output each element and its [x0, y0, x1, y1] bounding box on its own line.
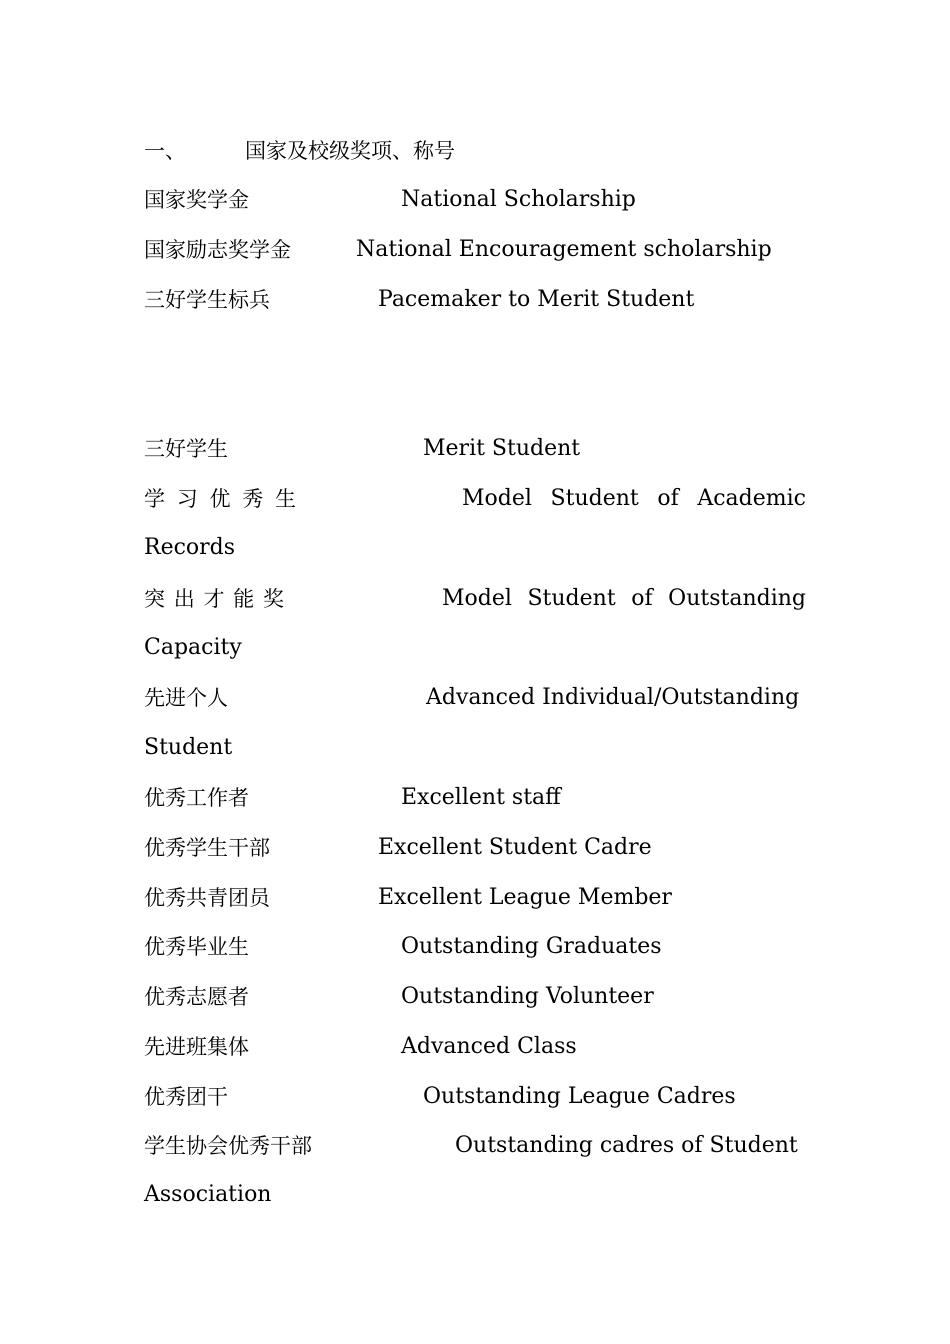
award-zh-char: 突	[144, 587, 165, 611]
award-en-continued: Association	[144, 1182, 272, 1207]
award-zh: 优秀学生干部	[144, 836, 270, 860]
section-number: 一、	[144, 139, 186, 163]
award-zh: 优秀共青团员	[144, 886, 270, 910]
award-en: Merit Student	[423, 436, 581, 461]
award-zh: 国家励志奖学金	[144, 238, 291, 262]
award-zh: 国家奖学金	[144, 188, 249, 212]
award-en: Outstanding Volunteer	[401, 984, 654, 1009]
award-zh: 优秀志愿者	[144, 985, 249, 1009]
award-en: Advanced Class	[401, 1034, 577, 1059]
award-en: National Scholarship	[401, 187, 636, 212]
award-en-justified	[442, 585, 806, 613]
award-zh-spaced	[144, 485, 296, 513]
award-zh-char: 生	[275, 487, 296, 511]
award-zh: 优秀毕业生	[144, 935, 249, 959]
award-en-justified	[462, 485, 806, 513]
award-zh: 优秀团干	[144, 1085, 228, 1109]
award-en-word: Model	[462, 486, 532, 511]
award-en: National Encouragement scholarship	[356, 237, 772, 262]
award-zh: 先进班集体	[144, 1035, 249, 1059]
award-en-continued: Capacity	[144, 635, 242, 660]
award-en-word: Student	[550, 486, 639, 511]
award-en: Outstanding Graduates	[401, 934, 662, 959]
award-en: Excellent League Member	[378, 885, 672, 910]
award-zh-char: 才	[203, 587, 225, 611]
award-en-word: of	[657, 486, 679, 511]
award-zh-char: 习	[176, 487, 198, 511]
section-title: 国家及校级奖项、称号	[245, 139, 455, 163]
award-en: Excellent Student Cadre	[378, 835, 652, 860]
award-en: Outstanding League Cadres	[423, 1084, 736, 1109]
award-en-word: Academic	[697, 486, 806, 511]
award-zh-char: 优	[209, 487, 231, 511]
award-en-word: Model	[442, 586, 512, 611]
award-en: Outstanding cadres of Student	[455, 1133, 798, 1158]
award-zh-char: 能	[233, 587, 255, 611]
award-zh-char: 出	[173, 587, 195, 611]
award-zh: 三好学生标兵	[144, 288, 270, 312]
award-en-word: Outstanding	[668, 586, 806, 611]
award-zh-char: 奖	[263, 587, 284, 611]
award-zh-char: 学	[144, 487, 165, 511]
award-en-continued: Records	[144, 535, 236, 560]
award-zh: 先进个人	[144, 686, 228, 710]
award-en-word: Student	[527, 586, 616, 611]
award-en-word: of	[631, 586, 653, 611]
award-en: Excellent staff	[401, 785, 561, 810]
award-zh: 学生协会优秀干部	[144, 1134, 312, 1158]
award-en: Advanced Individual/Outstanding	[426, 685, 800, 710]
award-zh-char: 秀	[242, 487, 264, 511]
award-zh: 优秀工作者	[144, 786, 249, 810]
award-zh: 三好学生	[144, 437, 228, 461]
award-en: Pacemaker to Merit Student	[378, 287, 695, 312]
award-en-continued: Student	[144, 735, 233, 760]
award-zh-spaced	[144, 585, 284, 613]
